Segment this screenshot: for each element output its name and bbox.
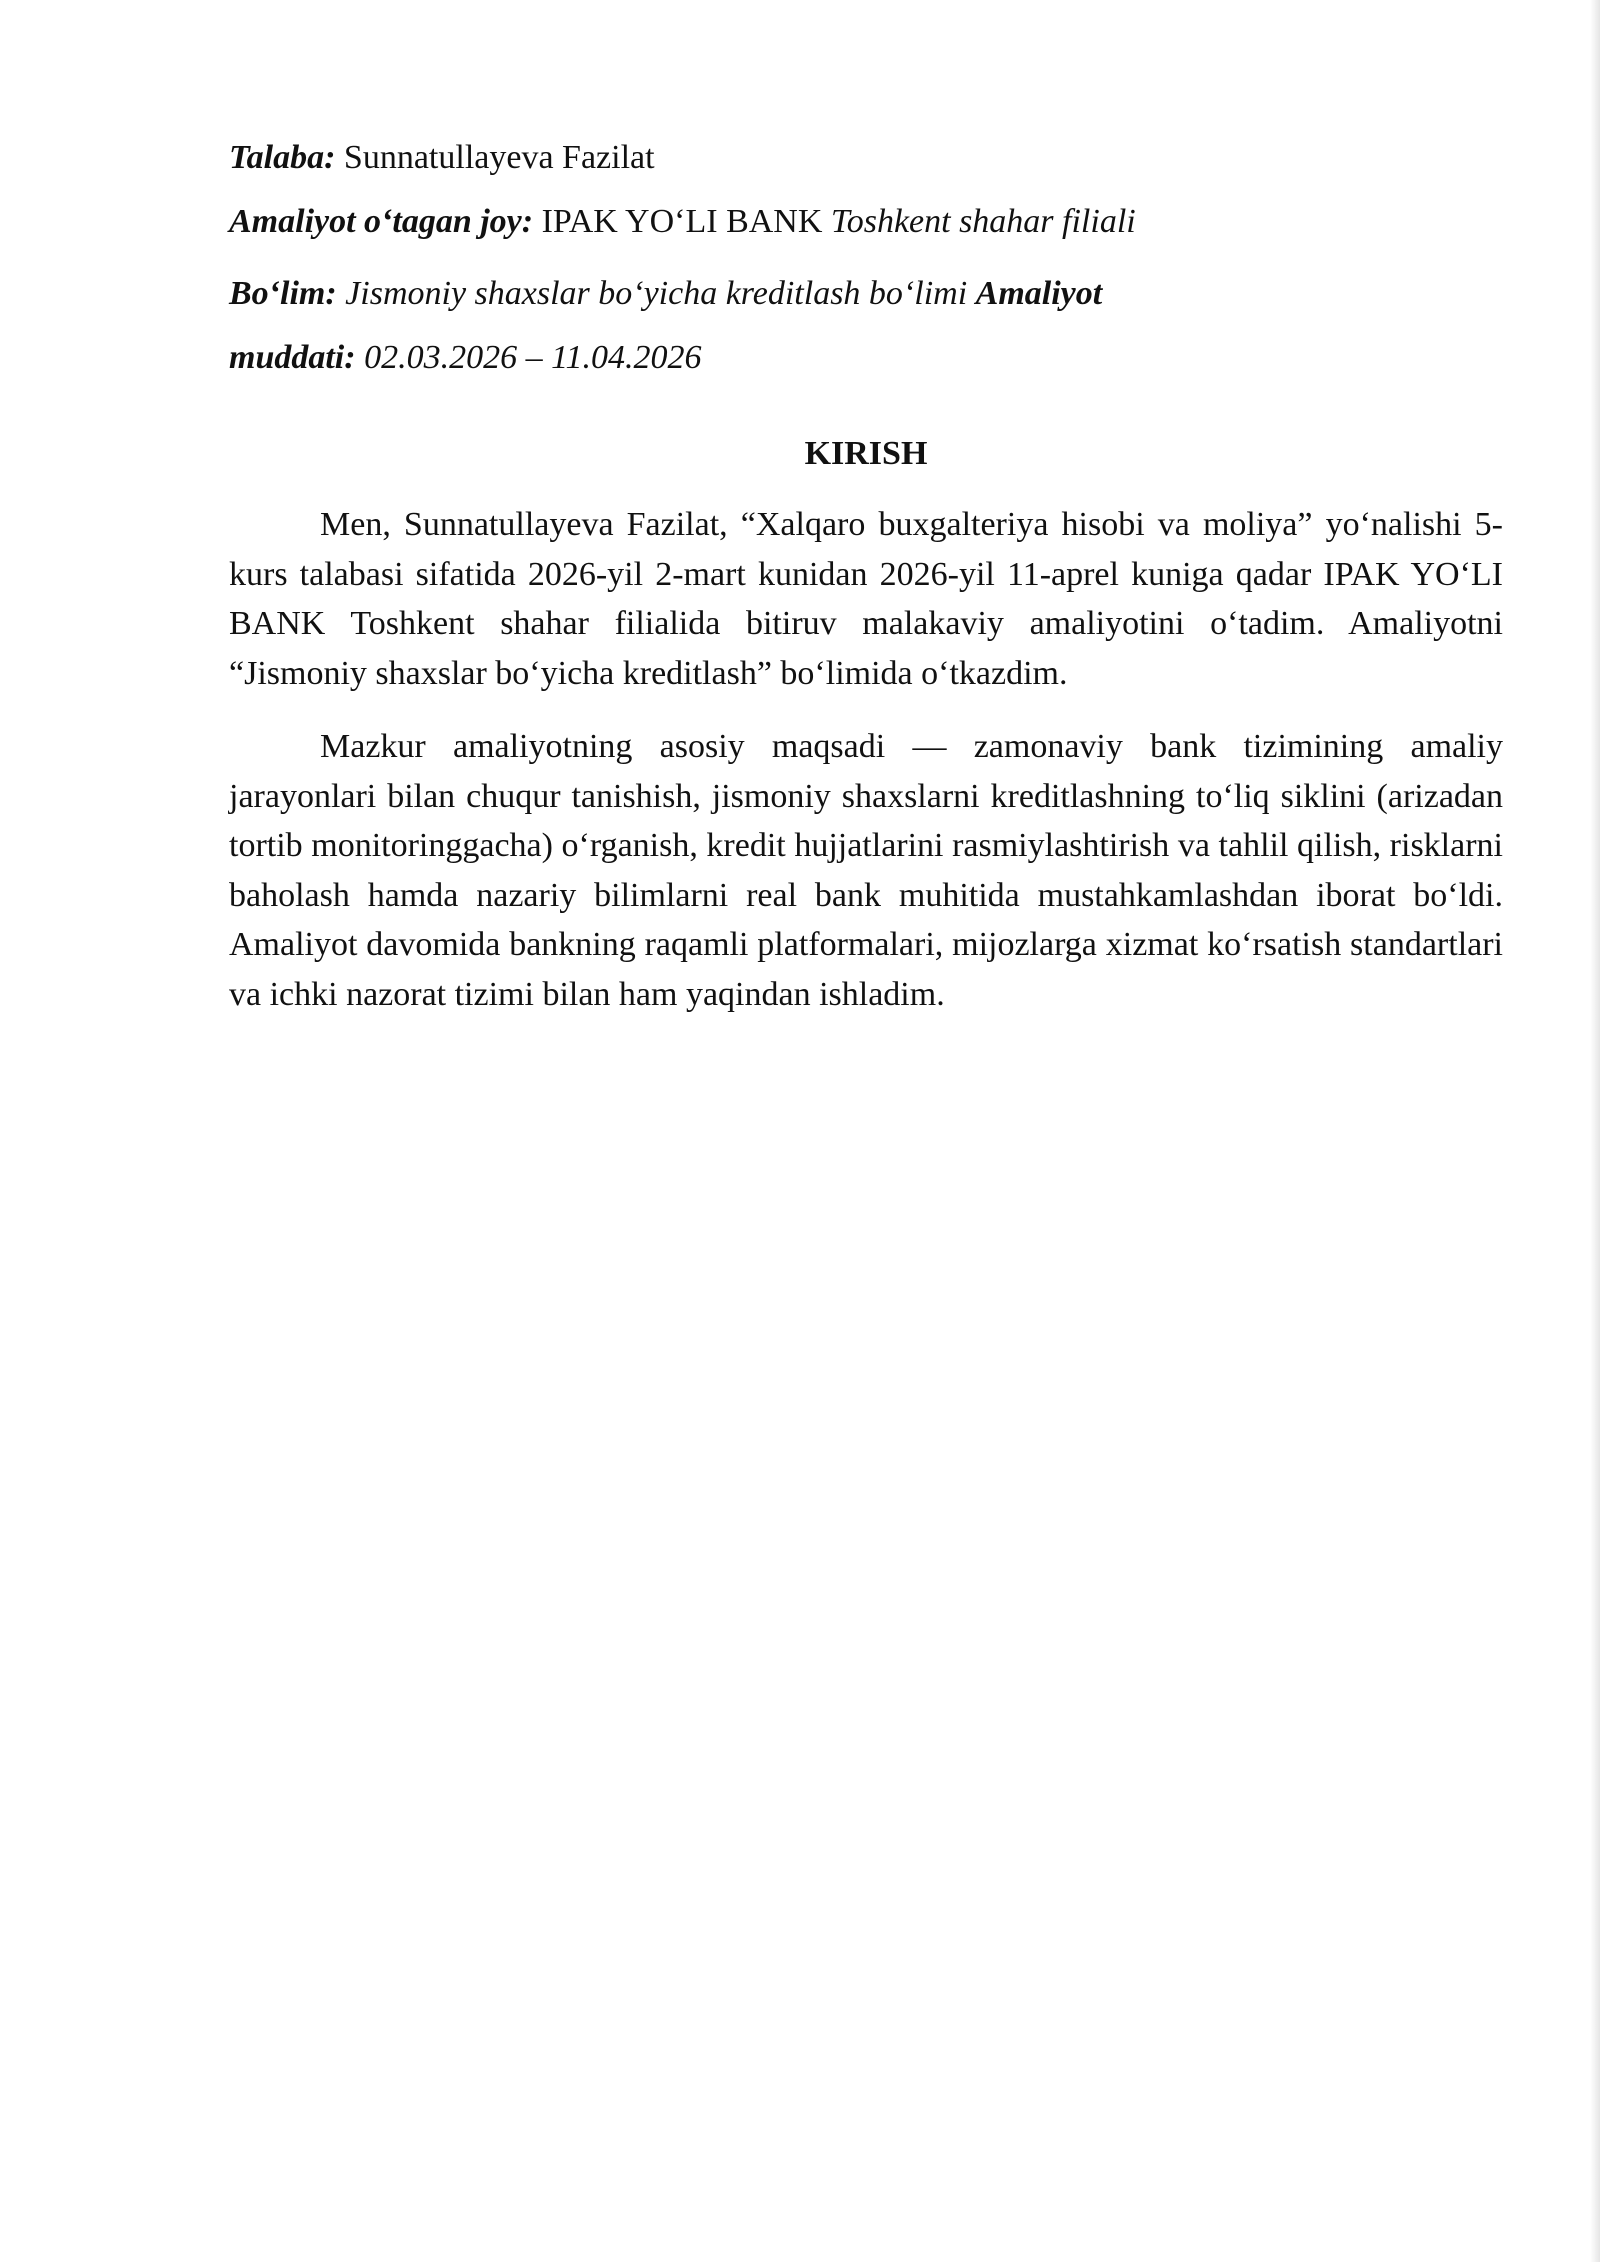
student-name: Sunnatullayeva Fazilat: [343, 139, 655, 176]
student-label: Talaba:: [229, 139, 336, 176]
department-line: [229, 274, 1503, 314]
branch-name: Toshkent shahar filiali: [830, 203, 1136, 240]
intro-paragraph-1: Men, Sunnatullayeva Fazilat, “Xalqaro buxgalteriya hisobi va moliya” yo‘nalishi 5-kurs talabasi sifatida 2026-yil 2-mart kunidan 2026-yil 11-aprel kuniga qadar IPAK YO‘LI BANK Toshkent shahar filialida bitiruv malakaviy amaliyotini o‘tadim. Amaliyotni “Jismoniy shaxslar bo‘yicha kreditlash” bo‘limida o‘tkazdim.: [229, 506, 1503, 692]
document-content: [229, 138, 1503, 1019]
department-label: Bo‘lim:: [229, 275, 337, 312]
section-title: KIRISH: [804, 435, 928, 472]
place-label: Amaliyot o‘tagan joy:: [229, 203, 534, 240]
period-dates: 02.03.2026 – 11.04.2026: [364, 339, 702, 376]
period-line: [229, 338, 1503, 378]
place-line: [229, 202, 1503, 242]
bank-name: IPAK YO‘LI BANK: [541, 203, 823, 240]
page-edge-shadow: [1590, 0, 1600, 2262]
period-label-part2: muddati:: [229, 339, 356, 376]
intro-paragraph-2: Mazkur amaliyotning asosiy maqsadi — zamonaviy bank tizimining amaliy jarayonlari bilan chuqur tanishish, jismoniy shaxslarni kreditlashning to‘liq siklini (arizadan tortib monitoringgacha) o‘rganish, kredit hujjatlarini rasmiylashtirish va tahlil qilish, risklarni baholash hamda nazariy bilimlarni real bank muhitida mustahkamlashdan iborat bo‘ldi. Amaliyot davomida bankning raqamli platformalari, mijozlarga xizmat ko‘rsatish standartlari va ichki nazorat tizimi bilan ham yaqindan ishladim.: [229, 728, 1503, 1013]
department-name: Jismoniy shaxslar bo‘yicha kreditlash bo‘limi: [345, 275, 968, 312]
period-label-part1: Amaliyot: [975, 275, 1103, 312]
student-line: [229, 138, 1503, 178]
